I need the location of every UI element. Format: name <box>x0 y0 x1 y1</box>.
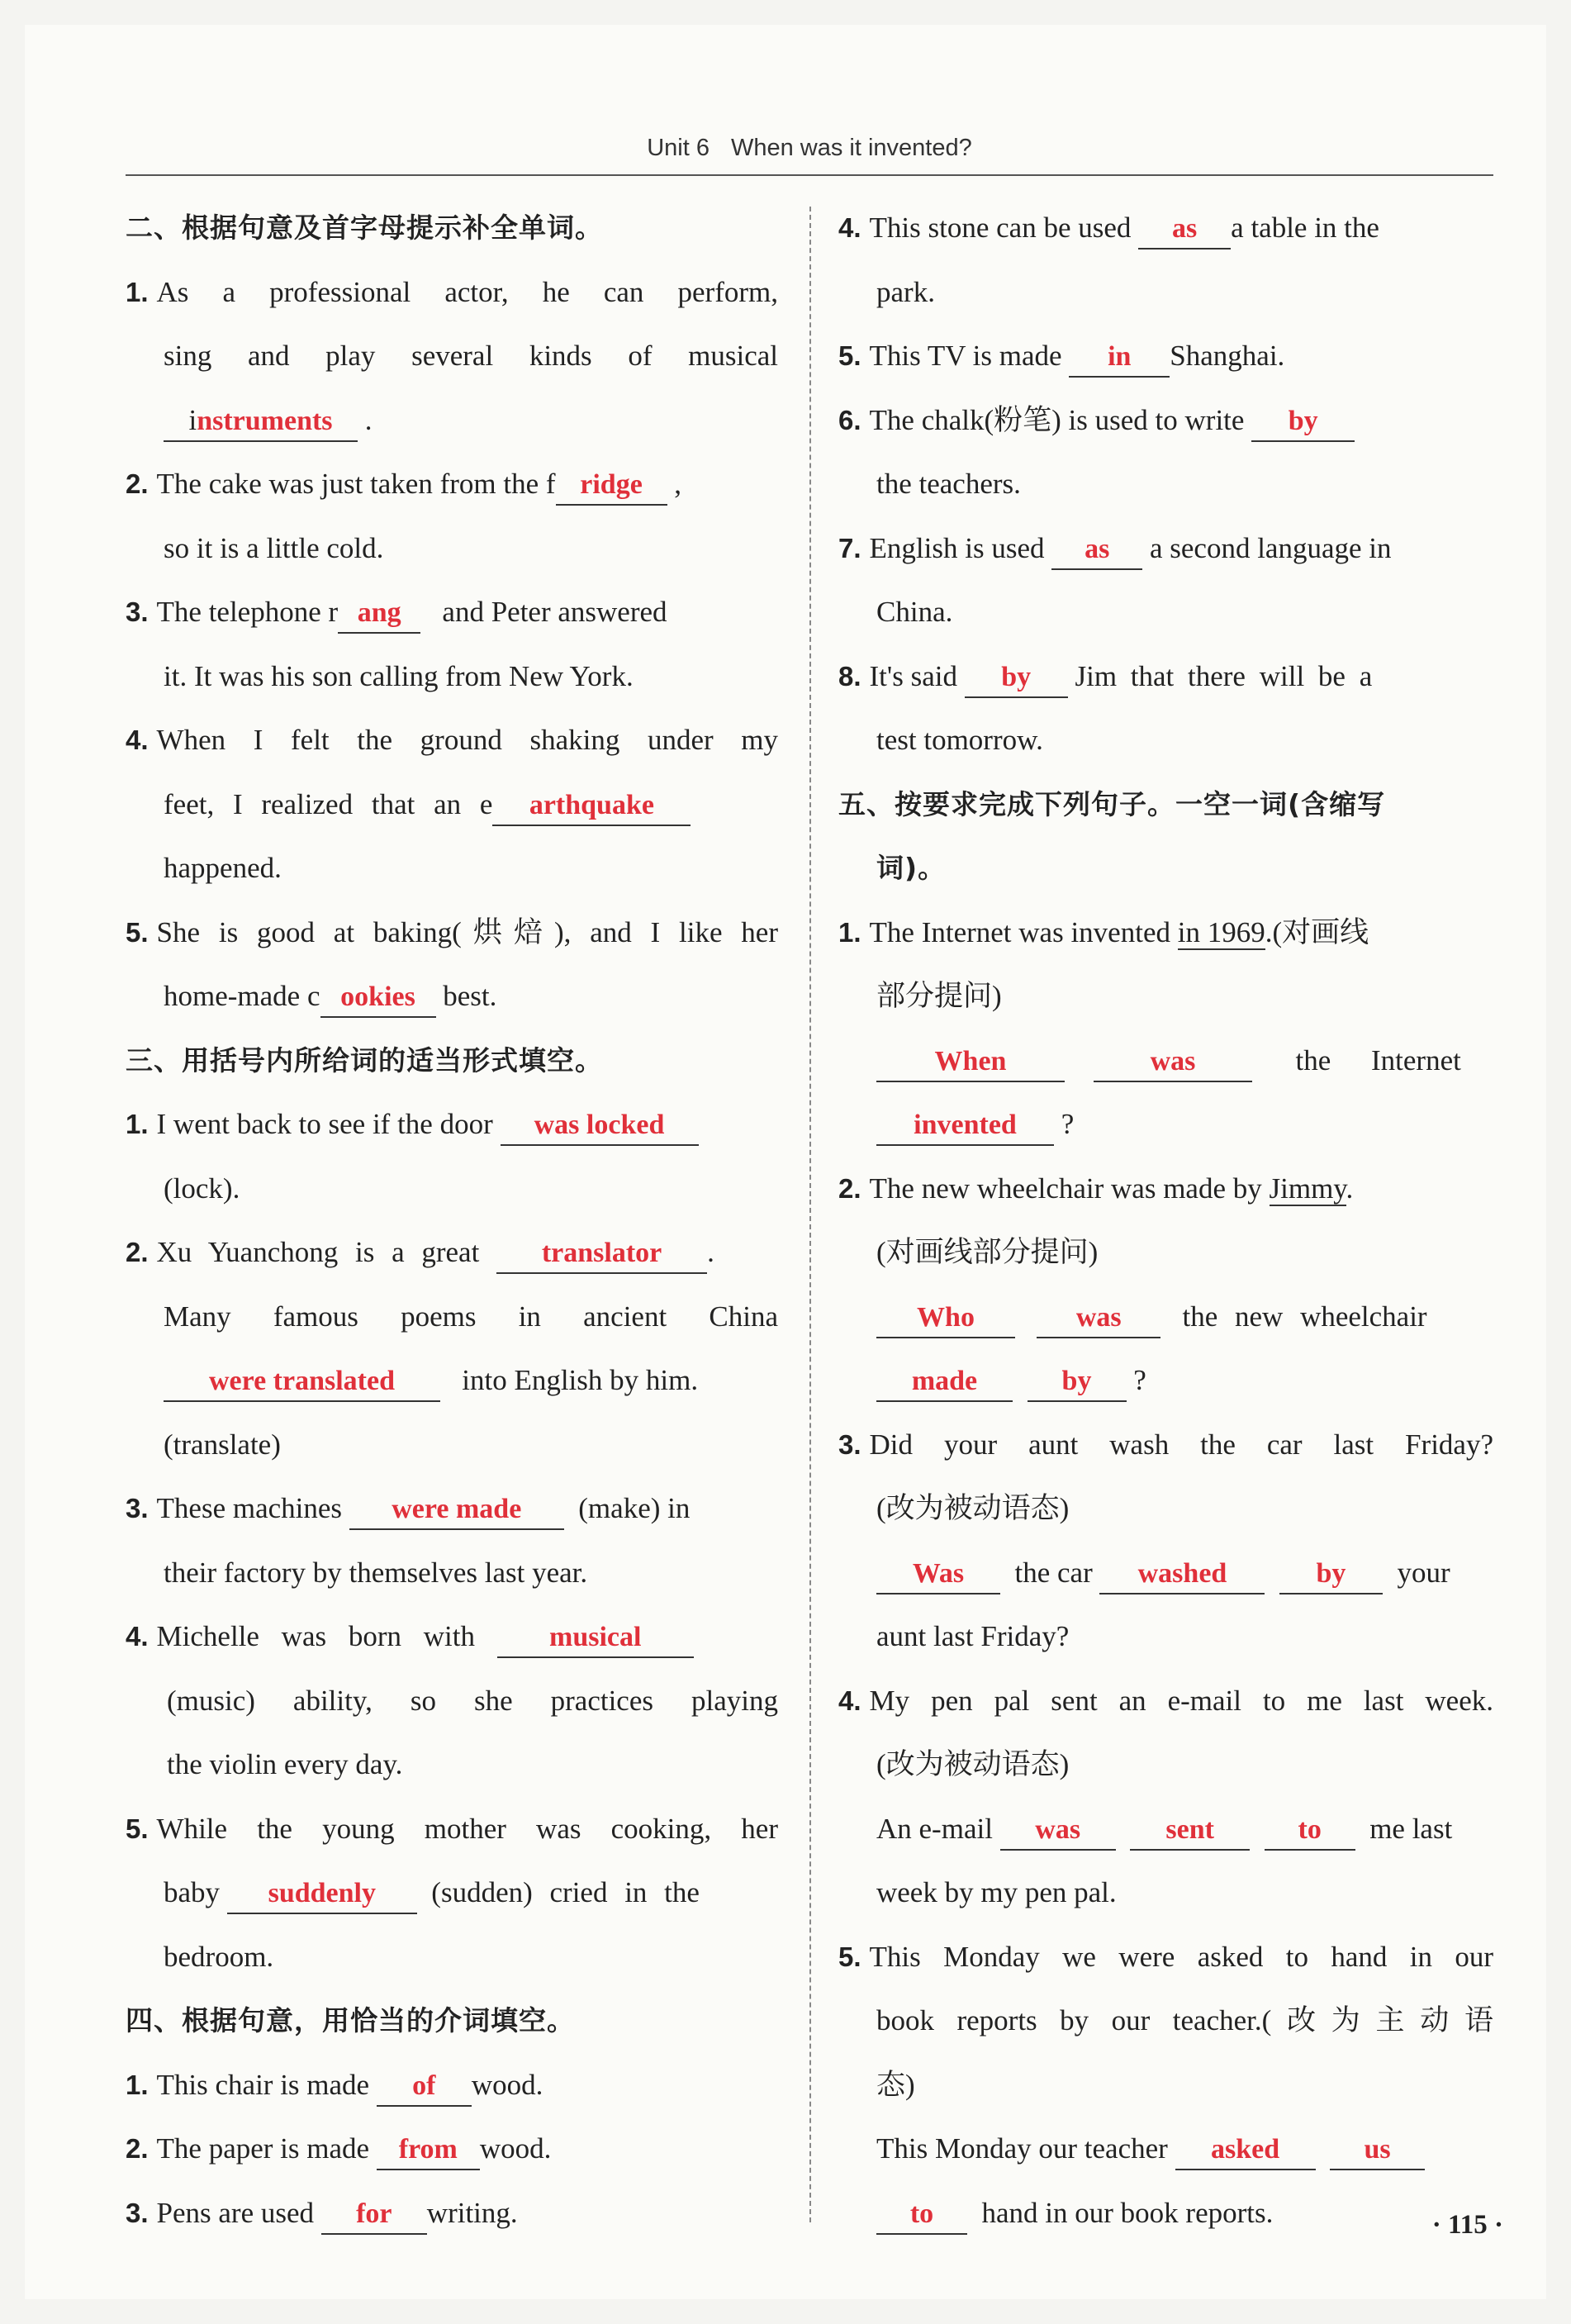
answer-text: made <box>911 1366 978 1396</box>
answer-blank <box>1037 1298 1160 1338</box>
answer-blank <box>321 2194 427 2235</box>
answer-blank <box>377 2130 480 2170</box>
answer-blank <box>1265 1810 1355 1851</box>
section-5-heading: 五、按要求完成下列句子。一空一词(含缩写 <box>838 787 1386 820</box>
s5-q1-line1: 1. The Internet was invented in 1969.(对画线 <box>838 915 1369 948</box>
s5-q5-line3: 态) <box>876 2068 915 2101</box>
section-2-heading: 二、根据句意及首字母提示补全单词。 <box>126 211 603 244</box>
s5-q5-line2: book reports by our teacher.(改为主动语 <box>876 2004 1493 2036</box>
s3-q2-line1: 2. Xu Yuanchong is a great translator . <box>126 1220 778 1285</box>
s3-q2-line4: (translate) <box>164 1428 281 1461</box>
s4-q7-line1: 7. English is used as a second language in <box>838 516 1493 581</box>
answer-blank <box>349 1490 564 1530</box>
s5-q3-line3: Was the car washed by your <box>838 1541 1493 1605</box>
s2-q1-line1: 1. As a professional actor, he can perform, <box>126 275 778 308</box>
s3-q4-line1: 4. Michelle was born with musical <box>126 1604 778 1669</box>
s2-q2-line1: 2. The cake was just taken from the f ridge , <box>126 452 778 516</box>
right-column <box>838 196 1493 2245</box>
s5-q5-line5: to hand in our book reports. <box>838 2181 1493 2246</box>
answer-text: translator <box>541 1238 662 1268</box>
answer-text: When <box>934 1045 1007 1076</box>
s3-q5-line2: baby suddenly (sudden) cried in the <box>126 1861 778 1925</box>
answer-blank <box>876 1298 1015 1338</box>
s3-q1-line1: 1. I went back to see if the door was locked <box>126 1092 778 1157</box>
answer-text: ookies <box>340 981 415 1012</box>
s4-q6-line1: 6. The chalk(粉笔) is used to write by <box>838 388 1493 453</box>
section-4-heading: 四、根据句意，用恰当的介词填空。 <box>126 2004 575 2036</box>
s3-q5-line3: bedroom. <box>164 1940 274 1973</box>
column-divider <box>809 207 811 2222</box>
s5-q1-line4: invented ? <box>838 1092 1493 1157</box>
answer-blank <box>1069 337 1170 378</box>
s2-q1-line2: sing and play several kinds of musical <box>164 340 778 372</box>
s4-q2: 2. The paper is made from wood. <box>126 2117 778 2181</box>
answer-blank <box>876 1105 1054 1146</box>
answer-blank: instruments <box>164 402 358 442</box>
answer-text: in <box>1108 341 1132 372</box>
s5-q5-line4: This Monday our teacher asked us <box>838 2117 1493 2181</box>
s3-q3-line1: 3. These machines were made (make) in <box>126 1476 778 1541</box>
s5-q5-line1: 5. This Monday we were asked to hand in our <box>838 1940 1493 1973</box>
answer-blank <box>501 1105 699 1146</box>
page-header <box>128 135 1491 162</box>
s2-q4-line3: happened. <box>164 852 282 884</box>
answer-text: Was <box>912 1557 965 1589</box>
underlined-part: in 1969 <box>1177 915 1265 948</box>
answer-text: were made <box>392 1494 522 1524</box>
answer-blank <box>1130 1810 1250 1851</box>
answer-text: for <box>356 2198 392 2229</box>
s4-q1: 1. This chair is made of wood. <box>126 2053 778 2117</box>
s5-q2-line2: (对画线部分提问) <box>876 1236 1099 1268</box>
s5-q4-line4: week by my pen pal. <box>876 1876 1117 1908</box>
answer-text: musical <box>549 1622 642 1652</box>
unit-label: Unit 6 <box>647 135 710 161</box>
answer-text: ang <box>357 597 401 628</box>
answer-text: invented <box>914 1110 1017 1140</box>
answer-blank <box>1175 2130 1316 2170</box>
answer-text: from <box>398 2134 458 2165</box>
s5-q2-line4: made by ? <box>838 1348 1493 1413</box>
answer-blank <box>496 1233 707 1274</box>
answer-text: to <box>909 2198 934 2229</box>
s2-q3-line2: it. It was his son calling from New York. <box>164 659 634 692</box>
answer-text: was <box>1035 1813 1081 1845</box>
answer-text: asked <box>1210 2134 1280 2165</box>
worksheet-page <box>25 25 1546 2299</box>
answer-blank <box>338 593 420 634</box>
s2-q3-line1: 3. The telephone r ang and Peter answered <box>126 580 778 644</box>
answer-text: were translated <box>208 1366 396 1396</box>
s5-q1-line3: When was the Internet <box>838 1029 1493 1093</box>
answer-blank <box>1251 402 1355 442</box>
s5-q1-line2: 部分提问) <box>876 980 1002 1012</box>
answer-text: washed <box>1137 1557 1227 1589</box>
answer-blank <box>1279 1554 1383 1594</box>
answer-text: by <box>1001 661 1032 692</box>
answer-blank <box>556 465 667 506</box>
s4-q4-line1: 4. This stone can be used as a table in the <box>838 196 1493 260</box>
answer-text: ridge <box>580 469 643 500</box>
answer-text: was <box>1150 1045 1196 1076</box>
answer-blank <box>1094 1042 1252 1082</box>
s5-q3-line1: 3. Did your aunt wash the car last Friday? <box>838 1428 1493 1461</box>
answer-blank <box>876 1554 1000 1594</box>
answer-text: suddenly <box>268 1878 376 1908</box>
s2-q5-line1: 5. She is good at baking(烘焙), and I like her <box>126 915 778 948</box>
section-3-heading: 三、用括号内所给词的适当形式填空。 <box>126 1043 603 1076</box>
s4-q5: 5. This TV is made in Shanghai. <box>838 324 1493 388</box>
answer-text: as <box>1172 213 1198 244</box>
answer-blank <box>965 658 1068 698</box>
s5-q2-line1: 2. The new wheelchair was made by Jimmy. <box>838 1172 1354 1205</box>
answer-text: was locked <box>534 1110 665 1140</box>
answer-blank <box>497 1618 694 1658</box>
s5-q4-line2: (改为被动语态) <box>876 1748 1070 1780</box>
s3-q2-line2: Many famous poems in ancient China <box>164 1300 778 1333</box>
answer-blank <box>1000 1810 1116 1851</box>
s3-q3-line2: their factory by themselves last year. <box>164 1556 588 1589</box>
s5-q4-line3: An e-mail was sent to me last <box>838 1797 1493 1861</box>
answer-blank <box>377 2066 472 2107</box>
s3-q4-line3: the violin every day. <box>167 1748 403 1780</box>
answer-blank <box>1028 1362 1127 1402</box>
answer-blank <box>1330 2130 1425 2170</box>
s4-q4-line2: park. <box>876 275 935 308</box>
answer-blank <box>227 1874 417 1914</box>
s4-q6-line2: the teachers. <box>876 468 1021 500</box>
answer-text: Who <box>917 1301 975 1333</box>
s3-q4-line2: (music) ability, so she practices playing <box>167 1684 778 1717</box>
answer-blank <box>1099 1554 1265 1594</box>
answer-text: nstruments <box>197 405 333 436</box>
answer-blank <box>492 786 691 826</box>
s2-q5-line2: home-made c ookies best. <box>126 964 778 1029</box>
s4-q7-line2: China. <box>876 596 953 628</box>
section-5-heading-cont: 词)。 <box>876 852 947 884</box>
s2-q2-line2: so it is a little cold. <box>164 531 384 564</box>
answer-text: to <box>1298 1813 1322 1845</box>
answer-text: by <box>1316 1557 1346 1589</box>
s5-q4-line1: 4. My pen pal sent an e-mail to me last week. <box>838 1684 1493 1717</box>
left-column <box>126 196 778 2245</box>
s5-q2-line3: Who was the new wheelchair <box>838 1285 1493 1349</box>
answer-blank <box>1051 530 1142 570</box>
answer-text: arthquake <box>529 789 654 820</box>
answer-blank <box>164 1362 440 1402</box>
answer-text: of <box>412 2070 436 2101</box>
s5-q3-line4: aunt last Friday? <box>876 1620 1070 1652</box>
answer-blank <box>876 2194 967 2235</box>
s3-q2-line3: were translated into English by him. <box>126 1348 778 1413</box>
s2-q1-line3: instruments . <box>126 388 778 453</box>
underlined-part: Jimmy <box>1269 1172 1346 1205</box>
s3-q5-line1: 5. While the young mother was cooking, her <box>126 1812 778 1845</box>
answer-text: by <box>1061 1366 1092 1396</box>
answer-text: was <box>1075 1301 1122 1333</box>
answer-text: by <box>1288 405 1318 436</box>
s2-q4-line2: feet, I realized that an e arthquake <box>126 772 778 837</box>
s4-q8-line1: 8. It's said by Jim that there will be a <box>838 644 1493 709</box>
unit-title: When was it invented? <box>730 135 972 161</box>
s5-q3-line2: (改为被动语态) <box>876 1492 1070 1524</box>
page-number: · 115 · <box>1431 2210 1503 2240</box>
answer-text: us <box>1364 2134 1391 2165</box>
answer-blank <box>876 1362 1013 1402</box>
s3-q1-line2: (lock). <box>164 1172 240 1205</box>
answer-text: sent <box>1165 1813 1214 1845</box>
answer-text: as <box>1085 533 1110 564</box>
answer-blank <box>1138 209 1231 250</box>
header-rule <box>126 174 1493 176</box>
s4-q8-line2: test tomorrow. <box>876 724 1043 756</box>
s4-q3: 3. Pens are used for writing. <box>126 2181 778 2246</box>
answer-blank <box>320 977 436 1018</box>
answer-blank <box>876 1042 1065 1082</box>
s2-q4-line1: 4. When I felt the ground shaking under my <box>126 724 778 756</box>
